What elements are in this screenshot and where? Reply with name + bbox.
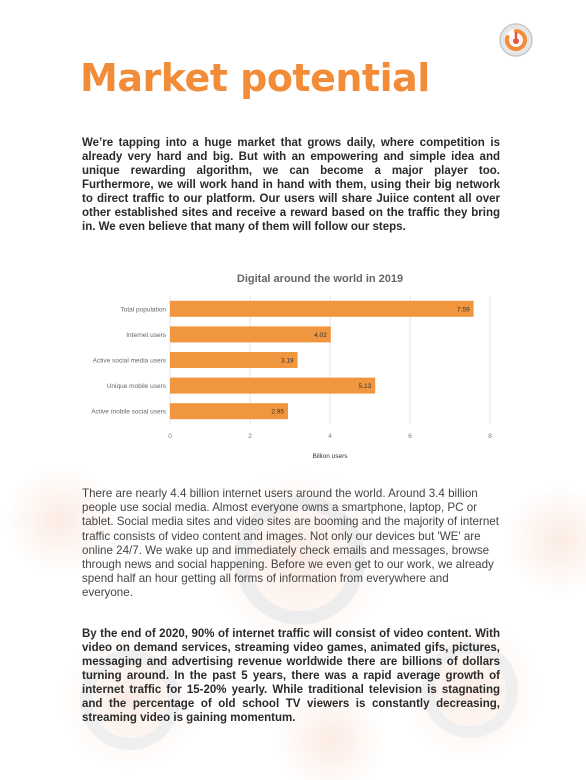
category-label: Active mobile social users: [91, 408, 166, 416]
page-title: Market potential: [80, 56, 430, 100]
category-label: Unique mobile users: [106, 383, 166, 391]
bar-chart: [60, 262, 530, 474]
bar: [170, 378, 375, 394]
category-label: Active social media users: [92, 357, 166, 365]
bar: [170, 326, 331, 342]
value-label: 5.13: [358, 383, 372, 391]
x-axis-label: Billion users: [312, 453, 348, 460]
value-label: 3.19: [280, 357, 294, 365]
logo-icon: [498, 22, 534, 58]
x-tick-label: 0: [168, 433, 172, 440]
chart-canvas: [60, 262, 530, 474]
x-tick-label: 2: [248, 433, 252, 440]
x-tick-label: 8: [488, 433, 492, 440]
intro-paragraph: We’re tapping into a huge market that grows daily, where competition is already very hard and big. But with an empowering and simple idea and unique rewarding algorithm, we can become a major player too. Furthermore, we will work hand in hand with them, using their big network to direct traffic to our platform. Our users will share Juiice content all over other established sites and receive a reward based on the traffic they bring in. We even believe that many of them will follow our steps.: [82, 137, 500, 233]
x-tick-label: 4: [328, 433, 332, 440]
bar: [170, 352, 298, 368]
digital-paragraph: There are nearly 4.4 billion internet users around the world. Around 3.4 billion people use social media. Almost everyone owns a smartphone, laptop, PC or tablet. Social media sites and video sites are booming and the majority of internet traffic consists of video content and images. Not only our devices but 'WE' are online 24/7. We wake up and immediately check emails and messages, browse through news and social happening. Before we even get to our work, we already spend half an hour getting all forms of information from everywhere and everyone.: [82, 487, 499, 600]
category-label: Internet users: [126, 331, 166, 339]
video-paragraph: By the end of 2020, 90% of internet traffic will consist of video content. With video on demand services, streaming video games, animated gifs, pictures, messaging and advertising revenue worldwide there are billions of dollars turning around. In the past 5 years, there was a rapid average growth of internet traffic for 15-20% yearly. While traditional television is stagnating and the percentage of old school TV viewers is constantly decreasing, streaming video is gaining momentum.: [82, 628, 500, 724]
bar: [170, 301, 474, 317]
value-label: 2.95: [271, 408, 284, 416]
category-label: Total population: [120, 306, 166, 314]
value-label: 4.02: [314, 331, 327, 339]
chart-title: Digital around the world in 2019: [236, 273, 404, 285]
bar: [170, 403, 288, 419]
x-tick-label: 6: [408, 433, 412, 440]
value-label: 7.59: [456, 306, 470, 314]
